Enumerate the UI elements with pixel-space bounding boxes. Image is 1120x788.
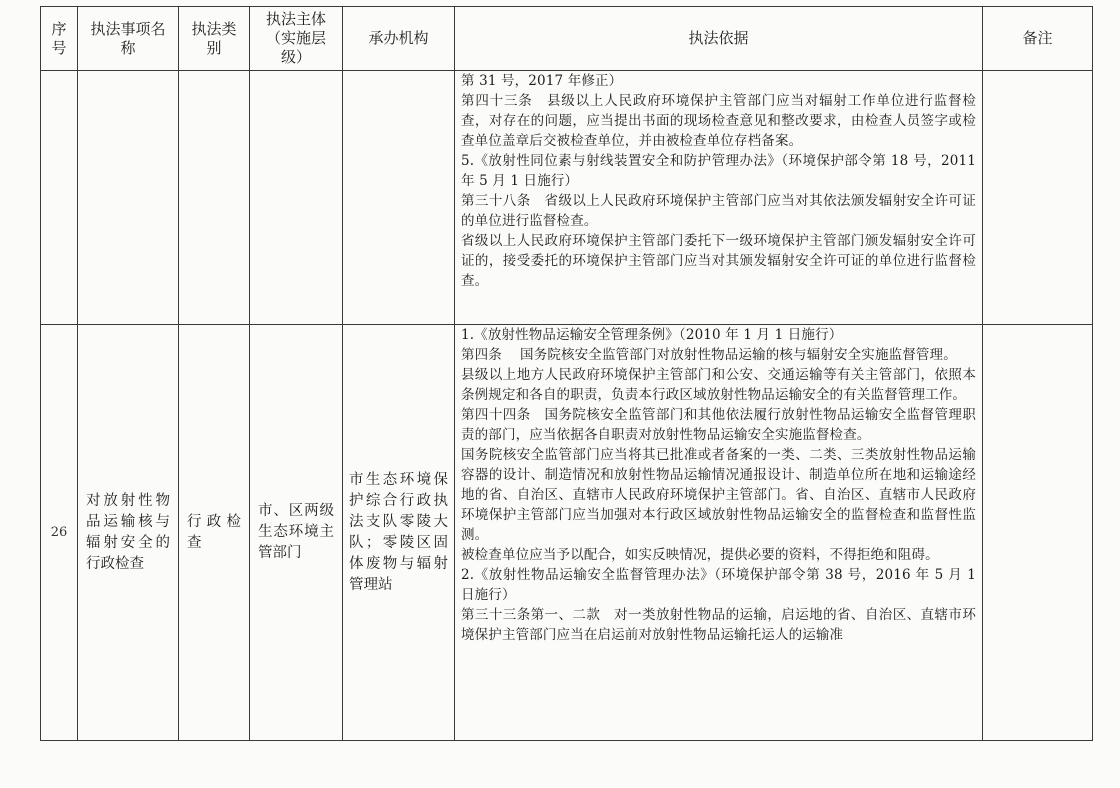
basis-paragraph: 县级以上地方人民政府环境保护主管部门和公安、交通运输等有关主管部门，依照本条例规定和各自的职责，负责本行政区域放射性物品运输安全的有关监督管理工作。: [461, 367, 976, 403]
header-name: 执法事项名称: [78, 7, 179, 71]
basis-paragraph: 第 31 号，2017 年修正）: [461, 73, 623, 89]
item-subject: 市、区两级生态环境主管部门: [258, 503, 334, 561]
header-org: 承办机构: [343, 7, 455, 71]
enforcement-table: [40, 6, 1093, 741]
header-remark: 备注: [983, 7, 1093, 71]
basis-paragraph: 2.《放射性物品运输安全监督管理办法》（环境保护部令第 38 号，2016 年 5 月 1 日施行）: [461, 567, 976, 603]
cell-name: [78, 325, 179, 741]
cell-org: [343, 71, 455, 325]
item-name: 对放射性物品运输核与辐射安全的行政检查: [86, 492, 170, 572]
basis-paragraph: 第四十四条 国务院核安全监管部门和其他依法履行放射性物品运输安全监督管理职责的部门，应当依据各自职责对放射性物品运输安全实施监督检查。: [461, 407, 976, 443]
basis-paragraph: 1.《放射性物品运输安全管理条例》（2010 年 1 月 1 日施行）: [461, 327, 843, 343]
cell-remark: [983, 325, 1093, 741]
basis-paragraph: 国务院核安全监管部门应当将其已批准或者备案的一类、二类、三类放射性物品运输容器的设计、制造情况和放射性物品运输情况通报设计、制造单位所在地和运输途经地的省、自治区、直辖市人民政府环境保护主管部门。省、自治区、直辖市人民政府环境保护主管部门应当加强对本行政区域放射性物品运输安全的监督检查和监督性监测。: [461, 447, 976, 543]
header-row: [41, 7, 1093, 71]
basis-paragraph: 5.《放射性同位素与射线装置安全和防护管理办法》（环境保护部令第 18 号，2011 年 5 月 1 日施行）: [461, 153, 976, 189]
cell-type: [179, 71, 250, 325]
cell-basis: [455, 71, 983, 325]
cell-org: [343, 325, 455, 741]
basis-paragraph: 第四十三条 县级以上人民政府环境保护主管部门应当对辐射工作单位进行监督检查，对存在的问题，应当提出书面的现场检查意见和整改要求，由检查人员签字或检查单位盖章后交被检查单位，并由被检查单位存档备案。: [461, 93, 976, 149]
header-basis: 执法依据: [455, 7, 983, 71]
basis-paragraph: 第四条 国务院核安全监管部门对放射性物品运输的核与辐射安全实施监督管理。: [461, 347, 957, 363]
header-subject: 执法主体（实施层级）: [250, 7, 343, 71]
cell-seq: [41, 71, 78, 325]
cell-seq: 26: [41, 325, 78, 741]
item-type: 行政检查: [187, 513, 241, 551]
cell-remark: [983, 71, 1093, 325]
basis-paragraph: 第三十八条 省级以上人民政府环境保护主管部门应当对其依法颁发辐射安全许可证的单位进行监督检查。: [461, 193, 976, 229]
item-org: 市生态环境保护综合行政执法支队零陵大队；零陵区固体废物与辐射管理站: [349, 471, 448, 593]
cell-subject: [250, 325, 343, 741]
cell-type: [179, 325, 250, 741]
cell-subject: [250, 71, 343, 325]
table-row: [41, 71, 1093, 325]
basis-paragraph: 被检查单位应当予以配合，如实反映情况，提供必要的资料，不得拒绝和阻碍。: [461, 547, 939, 563]
cell-name: [78, 71, 179, 325]
header-seq: 序号: [41, 7, 78, 71]
basis-paragraph: 省级以上人民政府环境保护主管部门委托下一级环境保护主管部门颁发辐射安全许可证的，接受委托的环境保护主管部门应当对其颁发辐射安全许可证的单位进行监督检查。: [461, 233, 976, 289]
table-row: [41, 325, 1093, 741]
cell-basis: [455, 325, 983, 741]
header-type: 执法类别: [179, 7, 250, 71]
basis-paragraph: 第三十三条第一、二款 对一类放射性物品的运输，启运地的省、自治区、直辖市环境保护主管部门应当在启运前对放射性物品运输托运人的运输准: [461, 607, 976, 643]
